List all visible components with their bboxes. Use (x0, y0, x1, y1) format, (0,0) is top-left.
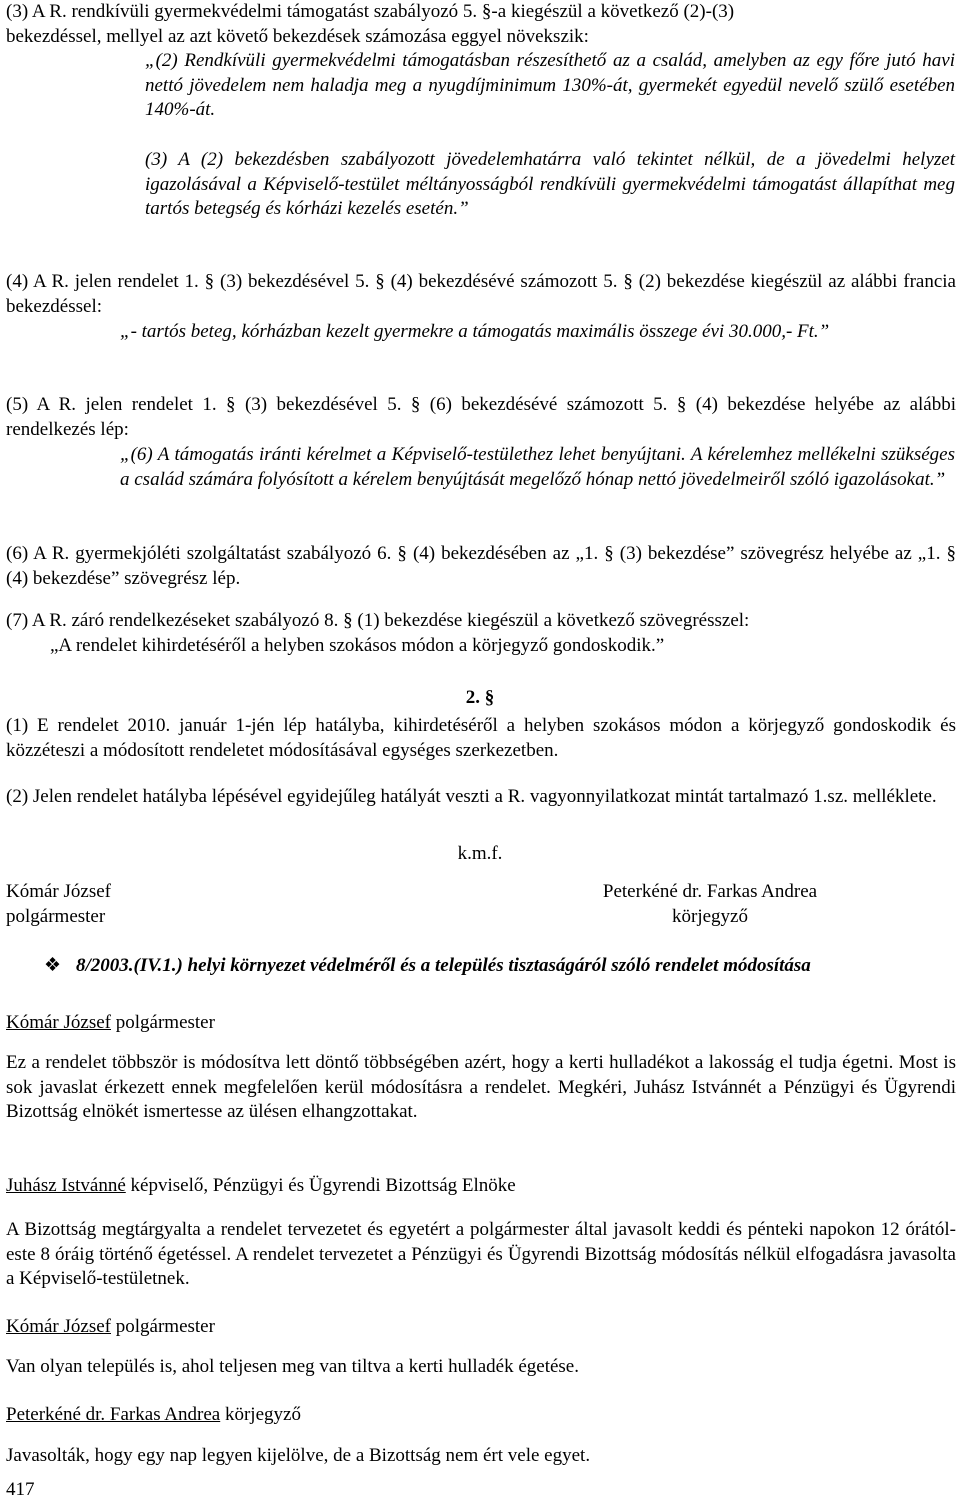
signature-left-name: Kómár József (6, 881, 111, 902)
speaker-line (6, 1011, 956, 1036)
item-3-line2: bekezdéssel, mellyel az azt követő bekezdések számozása eggyel növekszik: (6, 25, 589, 47)
speaker-role: körjegyző (220, 1404, 301, 1425)
signature-right-title: körjegyző (672, 905, 748, 927)
item-4-quote: „- tartós beteg, kórházban kezelt gyermekre a támogatás maximális összege évi 30.000,- Ft.” (120, 321, 830, 342)
item-4: (4) A R. jelen rendelet 1. § (3) bekezdésével 5. § (4) bekezdésévé számozott 5. § (2) bekezdése kiegészül az alábbi francia bekezdéssel: (6, 271, 956, 317)
speaker-name: Juhász Istvánné (6, 1175, 126, 1196)
kmf-label: k.m.f. (457, 843, 503, 864)
speaker-line (6, 1174, 956, 1199)
item-7: (7) A R. záró rendelkezéseket szabályozó 8. § (1) bekezdése kiegészül a következő szövegrésszel: (6, 610, 750, 631)
speech-text: A Bizottság megtárgyalta a rendelet tervezetet és egyetért a polgármester által javasolt keddi és pénteki napokon 12 órától- este 8 óráig történő égetéssel. A rendelet tervezetet a Pénzügyi és Ügyrendi Bizottság módosítás nélkül elfogadásra javasolta a Képviselő-testületnek. (6, 1219, 956, 1289)
section-2-heading: 2. § (465, 687, 495, 708)
speaker-line (6, 1403, 956, 1428)
item-7-quote: „A rendelet kihirdetéséről a helyben szokásos módon a körjegyző gondoskodik.” (50, 635, 665, 656)
item-3-quote-3: (3) A (2) bekezdésben szabályozott jövedelemhatárra való tekintet nélkül, de a jövedelmi helyzet igazolásával a Képviselő-testület méltányosságból rendkívüli gyermekvédelmi támogatást állapíthat meg tartós betegség és kórházi kezelés esetén.” (145, 149, 955, 219)
speaker-role: képviselő, Pénzügyi és Ügyrendi Bizottság Elnöke (125, 1175, 516, 1196)
speaker-role: polgármester (111, 1316, 215, 1337)
signature-right-name: Peterkéné dr. Farkas Andrea (602, 881, 818, 902)
section-2-paragraph-2: (2) Jelen rendelet hatályba lépésével egyidejűleg hatályát veszti a R. vagyonnyilatkozat mintát tartalmazó 1.sz. melléklete. (6, 786, 937, 807)
section-2-paragraph-1: (1) E rendelet 2010. január 1-jén lép hatályba, kihirdetéséről a helyben szokásos módon a körjegyző gondoskodik és közzéteszi a módosított rendeletet módosításával egységes szerkezetben. (6, 715, 956, 761)
item-3-intro (6, 0, 956, 49)
speech-text: Van olyan település is, ahol teljesen meg van tiltva a kerti hulladék égetése. (6, 1356, 579, 1377)
agenda-title: 8/2003.(IV.1.) helyi környezet védelméről és a település tisztaságáról szóló rendelet módosítása (76, 955, 811, 976)
speaker-name: Kómár József (6, 1012, 111, 1033)
speech-text: Ez a rendelet többször is módosítva lett döntő többségében azért, hogy a kerti hulladékot a lakosság el tudja égetni. Most is sok javaslat érkezett ennek megfelelően kerül módosításra a rendelet. Megkéri, Juhász Istvánnét a Pénzügyi és Ügyrendi Bizottság elnökét ismertesse az ülésen elhangzottakat. (6, 1052, 956, 1122)
speaker-line (6, 1315, 956, 1340)
speech-text: Javasolták, hogy egy nap legyen kijelölve, de a Bizottság nem ért vele egyet. (6, 1445, 591, 1466)
item-3-quote-2: „(2) Rendkívüli gyermekvédelmi támogatásban részesíthető az a család, amelyben az egy főre jutó havi nettó jövedelem nem haladja meg a nyugdíjminimum 130%-át, gyermekét egyedül nevelő szülő esetében 140%-át. (145, 50, 955, 120)
page-number: 417 (6, 1479, 35, 1500)
item-5: (5) A R. jelen rendelet 1. § (3) bekezdésével 5. § (6) bekezdésévé számozott 5. § (4) bekezdése helyébe az alábbi rendelkezés lép: (6, 394, 956, 440)
item-5-quote: „(6) A támogatás iránti kérelmet a Képviselő-testülethez lehet benyújtani. A kérelemhez mellékelni szükséges a család számára folyósított a kérelem benyújtását megelőző hónap nettó jövedelmeiről szóló igazolásokat.” (120, 444, 955, 490)
signature-left-title: polgármester (6, 905, 106, 927)
signature-right (570, 880, 850, 929)
item-6: (6) A R. gyermekjóléti szolgáltatást szabályozó 6. § (4) bekezdésében az „1. § (3) bekezdése” szövegrész helyébe az „1. § (4) bekezdése” szövegrész lép. (6, 543, 956, 589)
speaker-role: polgármester (111, 1012, 215, 1033)
speaker-name: Peterkéné dr. Farkas Andrea (6, 1404, 221, 1425)
speaker-name: Kómár József (6, 1316, 111, 1337)
signature-left (6, 880, 306, 929)
diamond-bullet-icon: ❖ (44, 955, 62, 976)
item-3-line1: (3) A R. rendkívüli gyermekvédelmi támogatást szabályozó 5. §-a kiegészül a következő (2)-(3) (6, 1, 735, 22)
